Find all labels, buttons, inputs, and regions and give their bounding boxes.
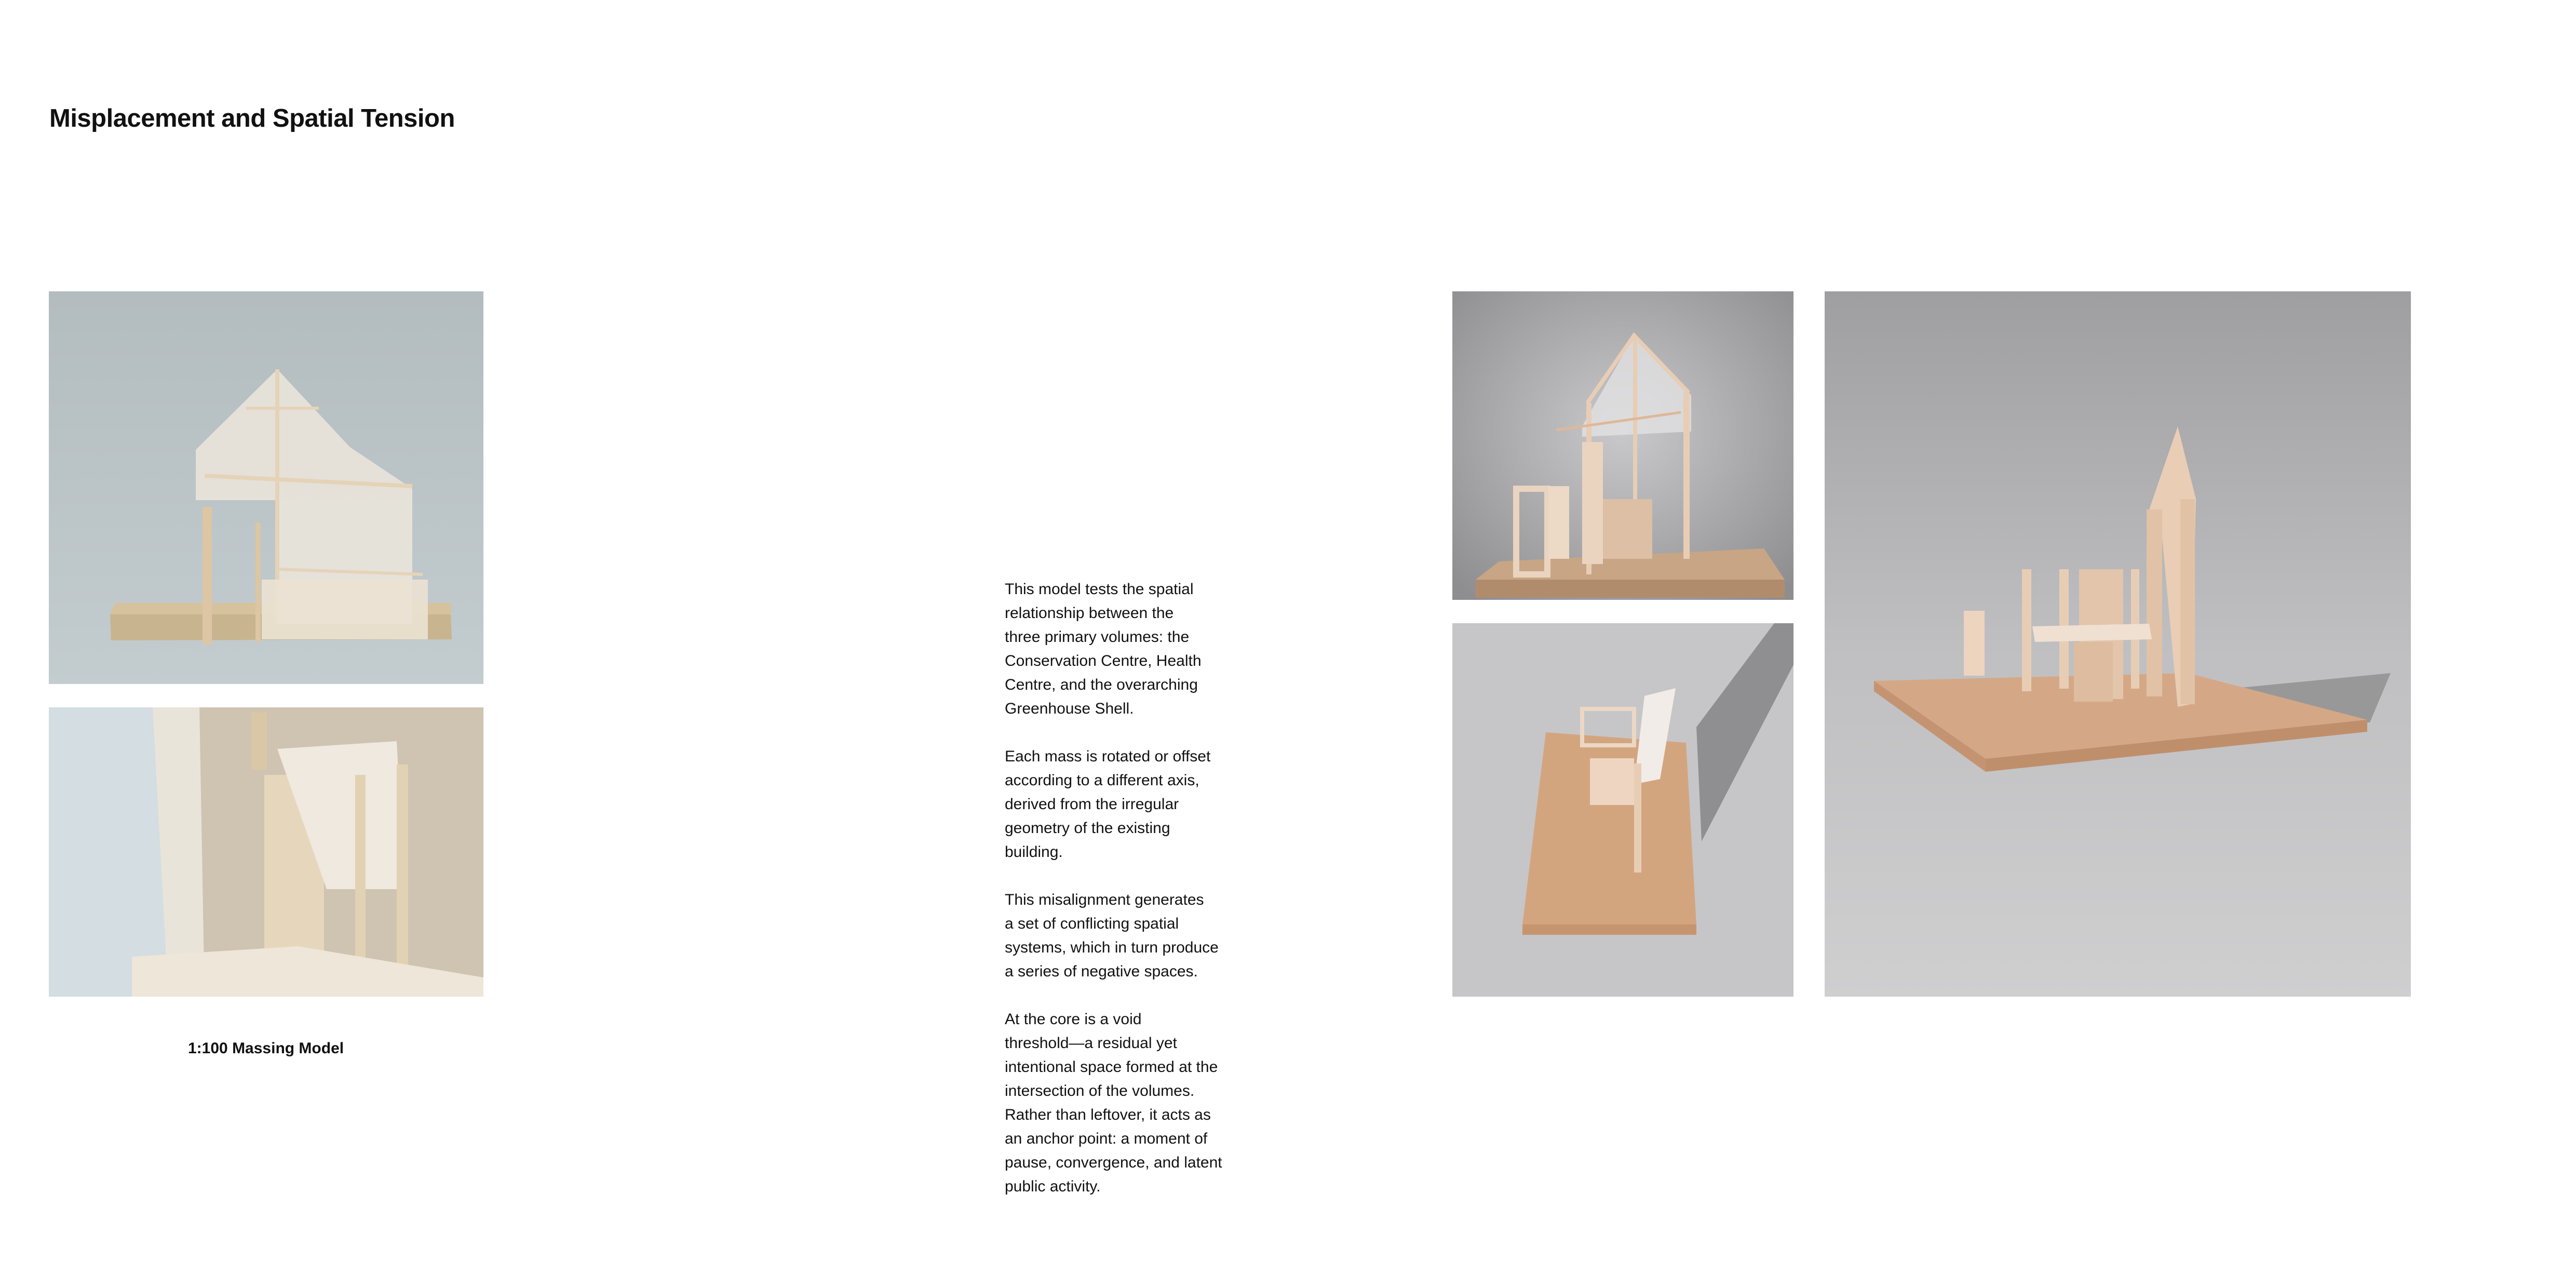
paragraph-4 — [1005, 1008, 1254, 1199]
text-line: systems, which in turn produce — [1005, 939, 1219, 956]
text-line: This model tests the spatial — [1005, 581, 1194, 598]
text-line: public activity. — [1005, 1178, 1101, 1195]
text-line: Greenhouse Shell. — [1005, 700, 1134, 717]
text-line: Centre, and the overarching — [1005, 676, 1198, 693]
text-line: threshold—a residual yet — [1005, 1035, 1177, 1052]
model-three-quarter-view-image — [1825, 291, 2411, 997]
text-line: derived from the irregular — [1005, 796, 1179, 813]
text-line: intentional space formed at the — [1005, 1058, 1218, 1076]
text-line: geometry of the existing — [1005, 820, 1170, 837]
model-top-view-image — [1452, 623, 1793, 997]
text-line: Rather than leftover, it acts as — [1005, 1106, 1211, 1123]
photo-top-view — [1452, 623, 1793, 997]
text-line: Conservation Centre, Health — [1005, 652, 1202, 669]
paragraph-2 — [1005, 745, 1254, 864]
photo-three-quarter-view — [1825, 291, 2411, 997]
text-line: intersection of the volumes. — [1005, 1082, 1195, 1099]
text-line: At the core is a void — [1005, 1011, 1142, 1028]
page-title: Misplacement and Spatial Tension — [49, 104, 455, 132]
photo-front-perspective — [1452, 291, 1793, 600]
description-text — [1005, 578, 1254, 1223]
text-line: three primary volumes: the — [1005, 628, 1190, 646]
photo-interior-closeup — [49, 707, 483, 997]
text-line: This misalignment generates — [1005, 891, 1204, 908]
paragraph-1 — [1005, 578, 1254, 721]
text-line: relationship between the — [1005, 605, 1174, 622]
paragraph-3 — [1005, 888, 1254, 984]
model-interior-closeup-image — [49, 707, 483, 997]
text-line: a series of negative spaces. — [1005, 963, 1198, 980]
text-line: pause, convergence, and latent — [1005, 1154, 1222, 1171]
model-front-elevation-image — [49, 291, 483, 684]
photo-front-elevation — [49, 291, 483, 684]
model-front-perspective-image — [1452, 291, 1793, 600]
text-line: an anchor point: a moment of — [1005, 1130, 1208, 1147]
figure-caption: 1:100 Massing Model — [188, 1040, 344, 1057]
text-line: according to a different axis, — [1005, 772, 1199, 789]
text-line: a set of conflicting spatial — [1005, 915, 1179, 932]
text-line: Each mass is rotated or offset — [1005, 748, 1211, 765]
text-line: building. — [1005, 843, 1063, 861]
